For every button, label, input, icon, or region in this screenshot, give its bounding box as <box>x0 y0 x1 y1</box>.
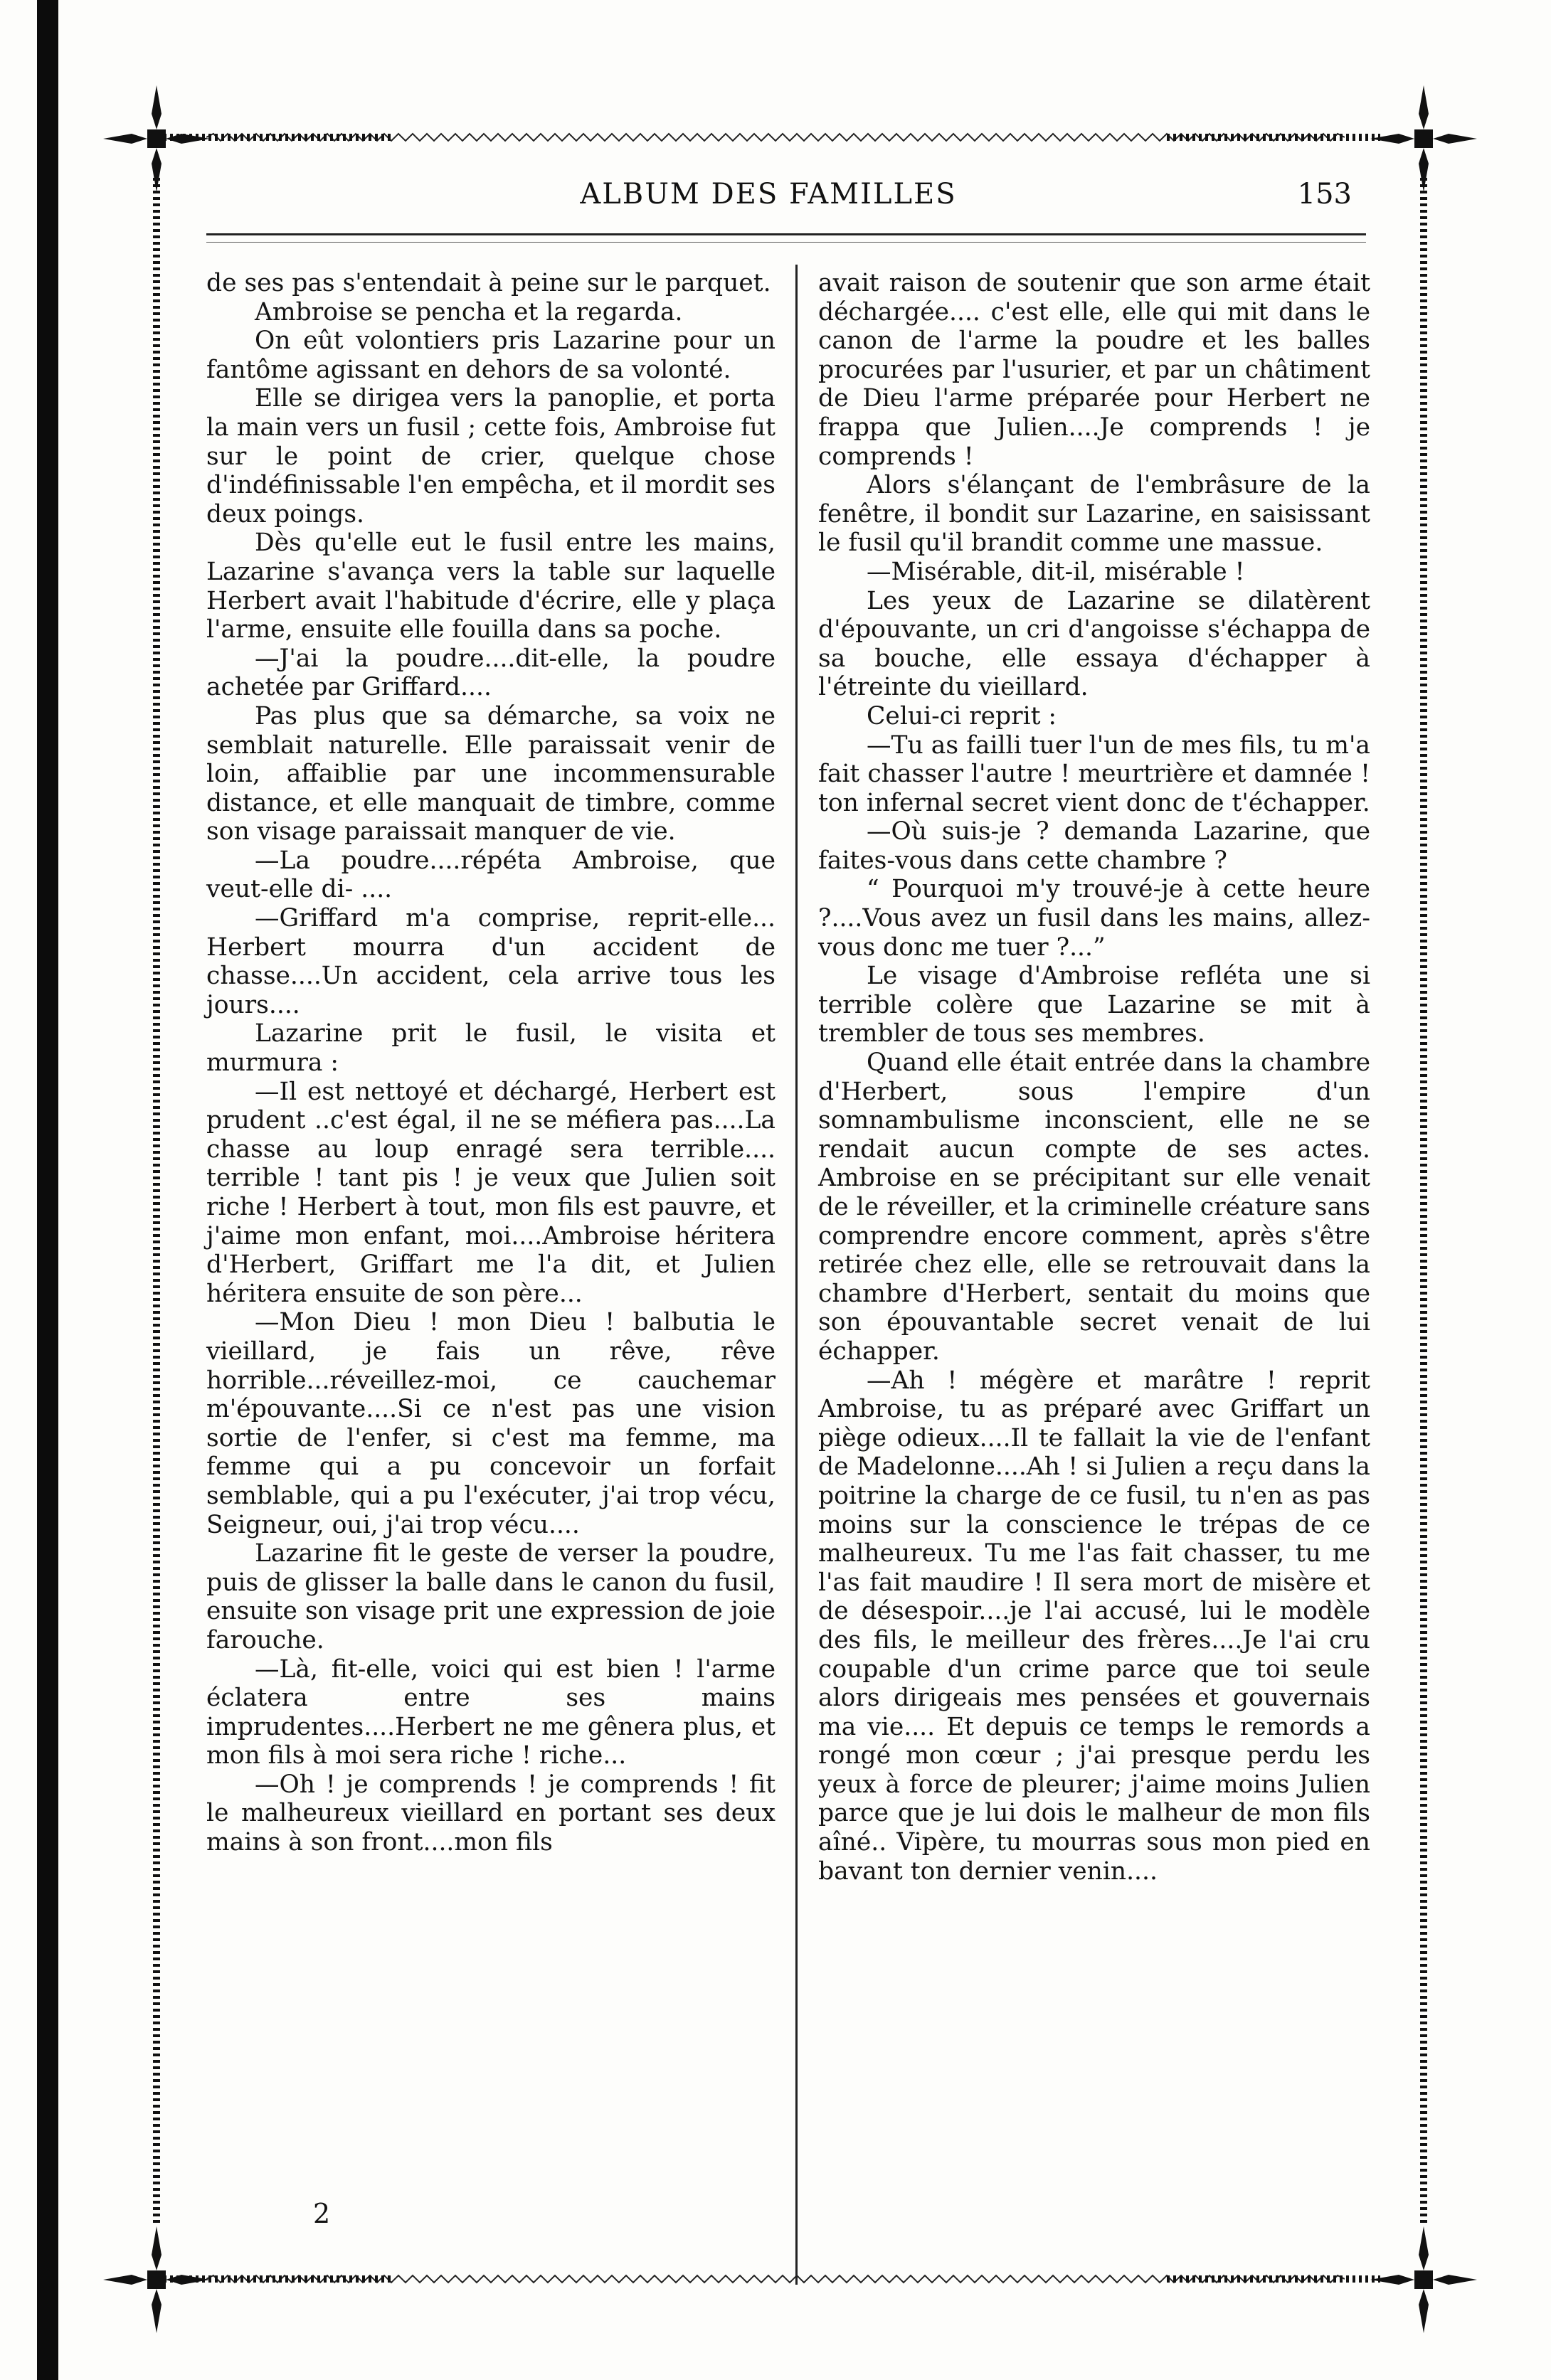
column-divider <box>795 265 798 2285</box>
right-border <box>1420 178 1427 2226</box>
paragraph: —Ah ! mégère et marâtre ! reprit Ambroise, tu as préparé avec Griffart un piège odieux....Il te fallait la vie de l'enfant de Madelonne....Ah ! si Julien a reçu dans la poitrine la charge de ce fusil, tu n'en as pas moins sur la conscience le trépas de ce malheureux. Tu me l'as fait chasser, tu me l'as fait maudire ! Il sera mort de misère et de désespoir....je l'ai accusé, lui le modèle des fils, le meilleur des frères....Je l'ai cru coupable d'un crime parce que toi seule alors dirigeais mes pensées et gouvernais ma vie.... Et depuis ce temps le remords a rongé mon cœur ; j'ai presque perdu les yeux à force de pleurer; j'aime moins Julien parce que je lui dois le malheur de mon fils aîné.. Vipère, tu mourras sous mon pied en bavant ton dernier venin.... <box>818 1366 1370 1886</box>
paragraph: Quand elle était entrée dans la chambre d'Herbert, sous l'empire d'un somnambulisme inconscient, elle ne se rendait aucun compte de ses actes. Ambroise en se précipitant sur elle venait de le réveiller, et la criminelle créature sans comprendre encore comment, après s'être retirée chez elle, elle se retrouvait dans la chambre d'Herbert, sentait du moins que son épouvantable secret venait de lui échapper. <box>818 1048 1370 1366</box>
paragraph: —Tu as failli tuer l'un de mes fils, tu m'a fait chasser l'autre ! meurtrière et damnée ! ton infernal secret vient donc de t'échapper. <box>818 731 1370 817</box>
paragraph: —J'ai la poudre....dit-elle, la poudre achetée par Griffard.... <box>206 644 776 702</box>
paragraph: Les yeux de Lazarine se dilatèrent d'épouvante, un cri d'angoisse s'échappa de sa bouche, elle essaya d'échapper à l'étreinte du vieillard. <box>818 586 1370 702</box>
paragraph: Le visage d'Ambroise refléta une si terrible colère que Lazarine se mit à trembler de tous ses membres. <box>818 962 1370 1048</box>
paragraph: Lazarine fit le geste de verser la poudre, puis de glisser la balle dans le canon du fusil, ensuite son visage prit une expression de joie farouche. <box>206 1539 776 1654</box>
binding-strip <box>37 0 58 2380</box>
top-border-dashes-right <box>1167 134 1380 141</box>
paragraph: Pas plus que sa démarche, sa voix ne semblait naturelle. Elle paraissait venir de loin, affaiblie par une incommensurable distance, et elle manquait de timbre, comme son visage paraissait manquer de vie. <box>206 701 776 846</box>
header-rule-thin <box>206 242 1366 243</box>
running-header-title: ALBUM DES FAMILLES <box>580 178 957 211</box>
left-border <box>153 178 160 2226</box>
corner-ornament-icon <box>103 2226 210 2333</box>
paragraph: —Il est nettoyé et déchargé, Herbert est prudent ..c'est égal, il ne se méfiera pas....La chasse au loup enragé sera terrible.... terrible ! tant pis ! je veux que Julien soit riche ! Herbert à tout, mon fils est pauvre, et j'aime mon enfant, moi....Ambroise héritera d'Herbert, Griffart me l'a dit, et Julien héritera ensuite de son père... <box>206 1077 776 1308</box>
corner-ornament-icon <box>103 85 210 192</box>
bottom-border-dashes-right <box>1167 2275 1380 2283</box>
paragraph: Dès qu'elle eut le fusil entre les mains, Lazarine s'avança vers la table sur laquelle Herbert avait l'habitude d'écrire, elle y plaça l'arme, ensuite elle fouilla dans sa poche. <box>206 528 776 644</box>
paragraph: Ambroise se pencha et la regarda. <box>255 297 683 326</box>
paragraph: —Là, fit-elle, voici qui est bien ! l'arme éclatera entre ses mains imprudentes....Herbert ne me gênera plus, et mon fils à moi sera riche ! riche... <box>206 1654 776 1770</box>
paragraph: de ses pas s'entendait à peine sur le parquet. <box>206 269 771 297</box>
page-number: 153 <box>1297 178 1352 211</box>
paragraph: —La poudre....répéta Ambroise, que veut-elle di- .... <box>206 846 776 904</box>
corner-ornament-icon <box>1370 2226 1477 2333</box>
header-rule <box>206 233 1366 235</box>
paragraph: On eût volontiers pris Lazarine pour un fantôme agissant en dehors de sa volonté. <box>206 326 776 384</box>
paragraph: “ Pourquoi m'y trouvé-je à cette heure ?....Vous avez un fusil dans les mains, allez-vous donc me tuer ?...” <box>818 875 1370 962</box>
paragraph: Celui-ci reprit : <box>867 701 1057 731</box>
paragraph: —Mon Dieu ! mon Dieu ! balbutia le vieillard, je fais un rêve, rêve horrible...réveillez-moi, ce cauchemar m'épouvante....Si ce n'est pas une vision sortie de l'enfer, si c'est ma femme, ma femme qui a pu concevoir un forfait semblable, qui a pu l'exécuter, j'ai trop vécu, Seigneur, oui, j'ai trop vécu.... <box>206 1308 776 1539</box>
paragraph: —Griffard m'a comprise, reprit-elle... Herbert mourra d'un accident de chasse....Un accident, cela arrive tous les jours.... <box>206 904 776 1019</box>
corner-ornament-icon <box>1370 85 1477 192</box>
paragraph: Elle se dirigea vers la panoplie, et porta la main vers un fusil ; cette fois, Ambroise fut sur le point de crier, quelque chose d'indéfinissable l'en empêcha, et il mordit ses deux poings. <box>206 384 776 528</box>
left-column <box>206 269 776 1857</box>
paragraph: Lazarine prit le fusil, le visita et murmura : <box>206 1019 776 1078</box>
paragraph: —Où suis-je ? demanda Lazarine, que faites-vous dans cette chambre ? <box>818 817 1370 875</box>
signature-mark: 2 <box>313 2198 331 2229</box>
paragraph: avait raison de soutenir que son arme était déchargée.... c'est elle, elle qui mit dans le canon de l'arme la poudre et les balles procurées par l'usurier, et par un châtiment de Dieu l'arme préparée pour Herbert ne frappa que Julien....Je comprends ! je comprends ! <box>818 269 1370 471</box>
paragraph: —Oh ! je comprends ! je comprends ! fit le malheureux vieillard en portant ses deux mains à son front....mon fils <box>206 1770 776 1857</box>
right-column <box>818 269 1370 1886</box>
paragraph: —Misérable, dit-il, misérable ! <box>867 557 1245 586</box>
paragraph: Alors s'élançant de l'embrâsure de la fenêtre, il bondit sur Lazarine, en saisissant le fusil qu'il brandit comme une massue. <box>818 471 1370 558</box>
